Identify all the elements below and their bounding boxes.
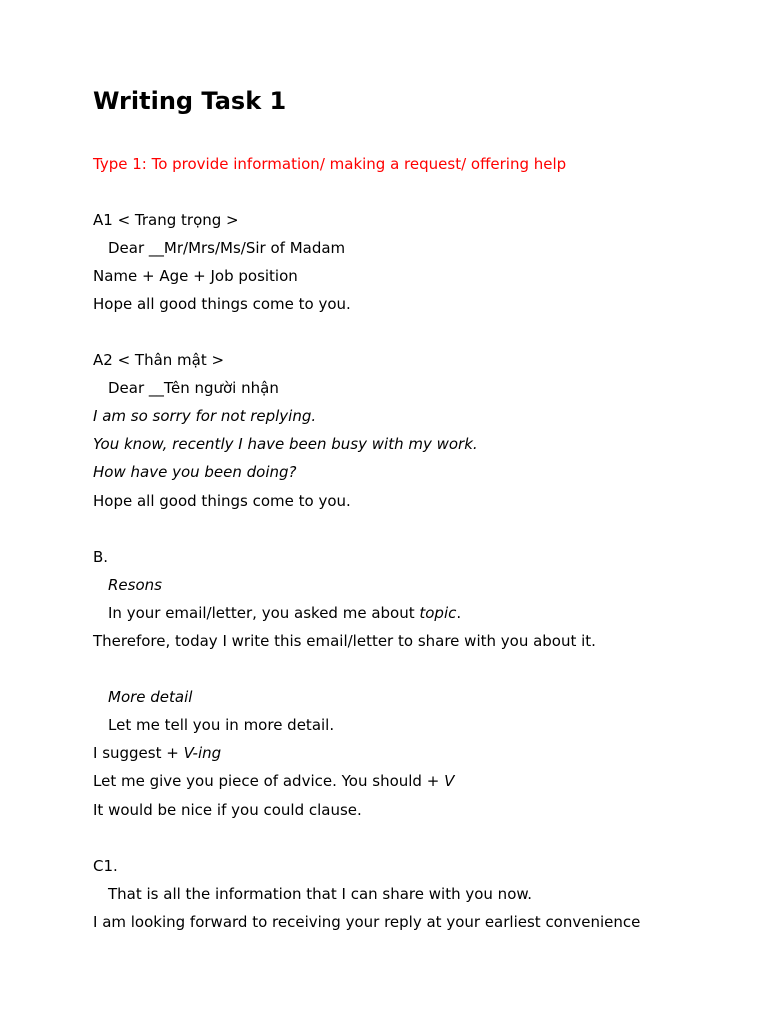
- section-a1-heading: A1 < Trang trọng >: [93, 211, 239, 229]
- suggest-prefix: I suggest +: [93, 744, 184, 762]
- section-c1-forward-line: I am looking forward to receiving your reply at your earliest convenience: [93, 913, 641, 931]
- type-description: Type 1: To provide information/ making a request/ offering help: [93, 155, 567, 173]
- document-title: Writing Task 1: [93, 87, 287, 115]
- section-b-detail-line: Let me tell you in more detail.: [108, 716, 335, 734]
- section-b-detail-label: More detail: [108, 688, 193, 706]
- section-b-asked-line: [108, 603, 461, 623]
- section-a1-closing: Hope all good things come to you.: [93, 295, 351, 313]
- section-a2-question: How have you been doing?: [93, 463, 297, 481]
- advice-form: V: [444, 772, 455, 790]
- section-b-reasons-label: Resons: [108, 576, 162, 594]
- asked-prefix: In your email/letter, you asked me about: [108, 604, 420, 622]
- asked-topic: topic: [419, 604, 457, 622]
- section-a2-greeting: Dear __Tên người nhận: [108, 379, 279, 397]
- section-a2-apology: I am so sorry for not replying.: [93, 407, 317, 425]
- section-b-nice-line: It would be nice if you could clause.: [93, 801, 362, 819]
- section-a1-greeting: Dear __Mr/Mrs/Ms/Sir of Madam: [108, 239, 346, 257]
- section-a1-intro: Name + Age + Job position: [93, 267, 298, 285]
- advice-prefix: Let me give you piece of advice. You should +: [93, 772, 445, 790]
- section-c1-share-line: That is all the information that I can share with you now.: [108, 885, 533, 903]
- section-b-suggest-line: [93, 743, 221, 763]
- suggest-form: V-ing: [183, 744, 222, 762]
- asked-suffix: .: [456, 604, 462, 622]
- section-c1-heading: C1.: [93, 857, 118, 875]
- section-a2-heading: A2 < Thân mật >: [93, 351, 225, 369]
- section-b-heading: B.: [93, 548, 109, 566]
- section-b-advice-line: [93, 771, 454, 791]
- section-b-share-line: Therefore, today I write this email/letter to share with you about it.: [93, 632, 596, 650]
- section-a2-closing: Hope all good things come to you.: [93, 492, 351, 510]
- section-a2-busy: You know, recently I have been busy with my work.: [93, 435, 478, 453]
